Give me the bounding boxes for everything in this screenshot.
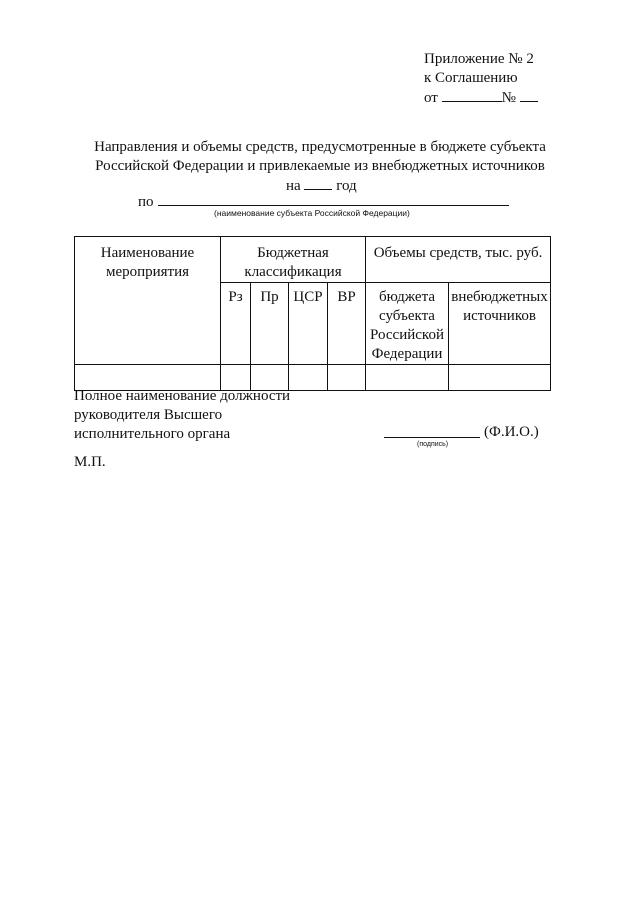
col-measure	[75, 237, 221, 365]
appendix-date-line	[424, 88, 538, 108]
table-cell[interactable]	[366, 365, 449, 391]
col-regional-line-2: субъекта	[379, 308, 435, 324]
col-extra-line-2: источников	[463, 308, 536, 324]
table-header-row-1	[75, 237, 551, 283]
heading-line-2: Российской Федерации и привлекаемые из внебюджетных источников	[95, 158, 545, 174]
year-suffix: год	[336, 178, 357, 194]
budget-table	[74, 236, 551, 391]
col-rz: Рз	[221, 283, 251, 365]
position-line-3: исполнительного органа	[74, 426, 231, 442]
po-label: по	[138, 194, 154, 210]
number-label: №	[501, 90, 516, 106]
subject-blank-line	[158, 205, 509, 206]
col-pr: Пр	[251, 283, 289, 365]
from-label: от	[424, 90, 438, 106]
col-measure-line-2: мероприятия	[105, 264, 190, 280]
col-measure-line-1: Наименование	[100, 245, 195, 261]
year-blank	[304, 176, 332, 190]
col-regional-budget	[366, 283, 449, 365]
col-vr: ВР	[328, 283, 366, 365]
appendix-title: Приложение № 2	[424, 51, 534, 67]
heading-year	[286, 176, 357, 196]
col-budget-class	[221, 237, 366, 283]
fio-label: (Ф.И.О.)	[484, 424, 539, 440]
appendix-agreement: к Соглашению	[424, 70, 518, 86]
col-extra-line-1: внебюджетных	[451, 289, 548, 305]
col-regional-line-1: бюджета	[379, 289, 435, 305]
table-cell[interactable]	[328, 365, 366, 391]
table-cell[interactable]	[449, 365, 551, 391]
position-line-1: Полное наименование должности	[74, 388, 291, 404]
number-blank	[520, 88, 538, 102]
col-volumes: Объемы средств, тыс. руб.	[366, 237, 551, 283]
col-csr: ЦСР	[289, 283, 328, 365]
col-extrabudgetary	[449, 283, 551, 365]
col-regional-line-4: Федерации	[371, 346, 443, 362]
position-line-2: руководителя Высшего	[74, 407, 223, 423]
table-cell[interactable]	[289, 365, 328, 391]
signature-hint: (подпись)	[417, 441, 449, 448]
stamp-label: М.П.	[74, 454, 106, 470]
col-regional-line-3: Российской	[370, 327, 444, 343]
subject-hint: (наименование субъекта Российской Федерации)	[214, 208, 410, 218]
col-budget-line-1: Бюджетная	[257, 245, 329, 261]
year-prefix: на	[286, 178, 301, 194]
heading-line-1: Направления и объемы средств, предусмотренные в бюджете субъекта	[94, 139, 546, 155]
date-blank	[442, 88, 502, 102]
col-budget-line-2: классификация	[244, 264, 342, 280]
signature-blank-line	[384, 437, 480, 438]
